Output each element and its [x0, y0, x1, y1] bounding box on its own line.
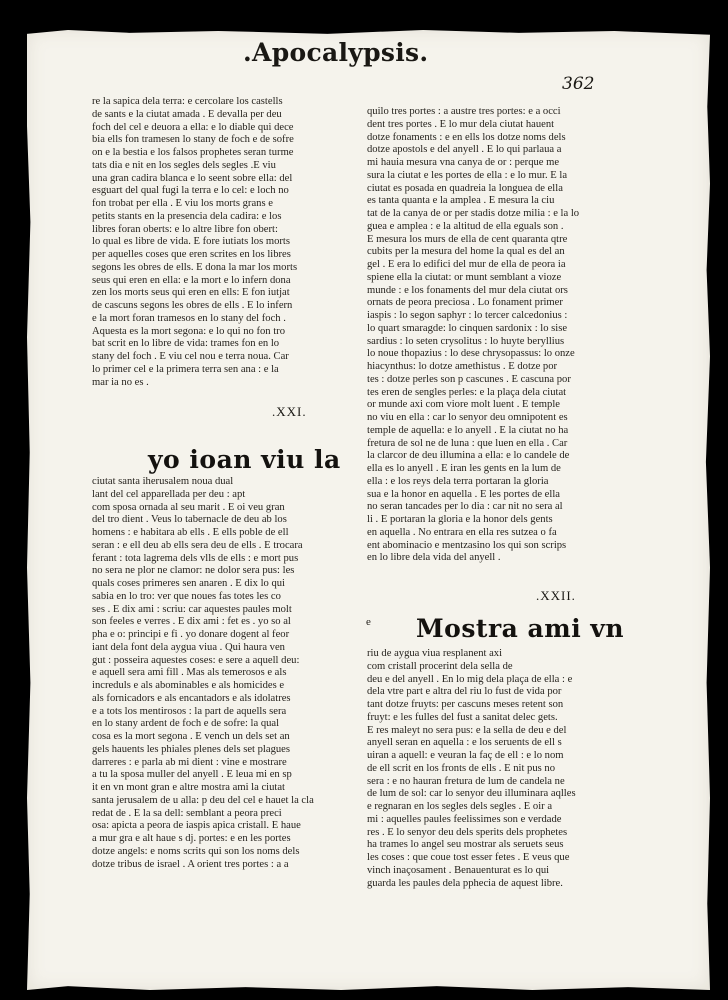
opening-lettrine-left: yo ioan viu la	[148, 445, 341, 474]
right-text-line: tes : dotze perles son p cascunes . E cascuna por	[367, 373, 571, 385]
left-text-line: cosa es la mort segona . E vench un dels set an	[92, 731, 290, 742]
left-text-line: als fornicadors e als encantadors e als idolatres	[92, 692, 291, 704]
left-text-line: seran : e ell deu ab ells sera deu de ells . E trocara	[92, 539, 303, 551]
right-text-line: sardius : lo seten crysolitus : lo huyte beryllius	[367, 335, 565, 347]
left-text-line: libres foran oberts: e lo altre libre fon obert:	[92, 223, 278, 235]
opening-lettrine-right: Mostra ami vn	[416, 614, 625, 643]
left-text-line: del tro dient . Veus lo tabernacle de deu ab los	[92, 514, 287, 526]
right-text-line: en lo libre dela vida del anyell .	[367, 552, 501, 564]
right-text-line: gel . E era lo edifici del mur de ella de peora ia	[367, 259, 566, 270]
left-text-line: son feeles e verres . E dix ami : fet es . yo so al	[92, 616, 291, 628]
right-text-line: tes eren de sengles perles: e la plaça dela ciutat	[367, 386, 567, 398]
right-text-line: munde : e los fonaments del mur dela ciutat ors	[367, 284, 568, 296]
right-text-line: spiene ella la ciutat: or munt semblant a vioze	[367, 271, 562, 283]
right-text-line: quilo tres portes : a austre tres portes: e a occi	[367, 106, 561, 117]
right-text-line: tat de la canya de or per stadis dotze milia : e la lo	[367, 208, 580, 219]
right-text-line: deu e del anyell . En lo mig dela plaça de ella : e	[367, 673, 573, 685]
right-text-line: es tanta quanta e la amplea . E mesura la ciu	[367, 195, 555, 207]
right-text-line: res . E lo senyor deu dels sperits dels prophetes	[367, 826, 568, 838]
chapter-number-xxii: .XXII.	[536, 588, 576, 603]
right-text-line: lo quart smaragde: lo cinquen sardonix : lo sise	[367, 322, 568, 334]
left-text-line: zen los morts seus qui eren en ells: E fon iutjat	[92, 287, 290, 299]
left-text-line: lo primer cel e la primera terra sen ana : e la	[92, 363, 279, 375]
right-text-line: fruyt: e les fulles del fust a sanitat delec gets.	[367, 711, 558, 723]
right-text-line: sua e la honor en aquella . E les portes de ella	[367, 488, 560, 500]
left-text-line: a mur gra e alt haue s dj. portes: e en les portes	[92, 833, 291, 844]
right-column-block-2	[367, 648, 600, 890]
left-text-line: sabia en lo tro: ver que noues fas totes les co	[92, 590, 281, 602]
chapter-number-xxi: .XXI.	[272, 404, 307, 419]
right-text-line: com cristall procerint dela sella de	[367, 660, 513, 672]
right-text-line: lo noue thopazius : lo dese chrysopassus: lo onze	[367, 348, 575, 360]
left-text-line: santa jerusalem de u alla: p deu del cel e hauet la cla	[92, 794, 314, 806]
left-text-line: homens : e habitara ab ells . E ells poble de ell	[92, 527, 289, 538]
right-text-line: riu de aygua viua resplanent axi	[367, 648, 503, 659]
right-text-line: ella es lo anyell . E iran les gents en la lum de	[367, 463, 561, 474]
left-text-line: stany del foch . E viu cel nou e terra noua. Car	[92, 351, 289, 362]
right-text-line: sura la ciutat e les portes de ella : e lo mur. E la	[367, 169, 568, 181]
left-text-line: lo qual es libre de vida. E fore iutiats los morts	[92, 236, 291, 248]
right-text-line: vinch inaçosament . Benauenturat es lo qui	[367, 864, 550, 876]
right-text-line: no viu en ella : car lo senyor deu omnipotent es	[367, 412, 568, 423]
left-text-line: bat scrit en lo libre de vida: trames fon en lo	[92, 338, 280, 350]
right-text-line: tant dotze fruyts: per cascuns meses retent son	[367, 699, 564, 710]
right-text-line: fretura de sol ne de luna : que luen en ella . Car	[367, 437, 568, 449]
left-text-line: ferant : tota lagrema dels vlls de ells : e mort pus	[92, 552, 299, 564]
right-text-line: iaspis : lo segon saphyr : lo tercer calcedonius :	[367, 310, 568, 321]
left-text-line: per aquelles coses que eren scrites en los libres	[92, 249, 291, 260]
left-text-line: e la mort foran tramesos en lo stany del foch .	[92, 312, 286, 324]
left-text-line: pha e o: principi e fi . yo donare dogent al feor	[92, 629, 290, 640]
left-text-line: gut : posseira aquestes coses: e sere a aquell deu:	[92, 654, 300, 666]
left-text-line: dotze tribus de israel . A orient tres portes : a a	[92, 858, 289, 870]
folio-number: 362	[562, 74, 595, 94]
left-text-line: petits stants en la presencia dela cadira: e los	[92, 210, 282, 222]
left-text-line: it en vn mont gran e altre mostra ami la ciutat	[92, 782, 285, 793]
right-text-line: ha trames lo angel seu mostrar als seruets seus	[367, 839, 564, 851]
left-text-line: en lo stany ardent de foch e de sofre: la qual	[92, 718, 280, 730]
left-text-line: quals coses primeres sen anaren . E dix lo qui	[92, 578, 285, 589]
left-text-line: una gran cadira blanca e lo seent sobre ella: del	[92, 172, 293, 184]
right-text-line: temple de aquella: e lo anyell . E la ciutat no ha	[367, 424, 569, 436]
left-text-line: segons les obres de ells. E dona la mar los morts	[92, 261, 298, 273]
right-text-line: mi : aquelles paules feelissimes son e verdade	[367, 813, 562, 825]
left-text-line: foch del cel e deuora a ella: e lo diable qui dece	[92, 121, 294, 133]
left-text-line: re la sapica dela terra: e cercolare los castells	[92, 96, 283, 107]
right-text-line: uiran a aquell: e veuran la faç de ell : e lo nom	[367, 750, 564, 761]
right-text-line: e regnaran en los segles dels segles . E oir a	[367, 801, 553, 812]
right-text-line: de ell scrit en los fronts de ells . E nit pus no	[367, 762, 556, 774]
left-text-line: dotze angels: e noms scrits qui son los noms dels	[92, 845, 300, 857]
left-text-line: lant del cel apparellada per deu : apt	[92, 488, 246, 500]
right-text-line: anyell seran en aquella : e los seruents de ell s	[367, 737, 562, 749]
right-text-line: guea e amplea : e la altitud de ella eguals son .	[367, 220, 564, 232]
right-text-line: ciutat es posada en quadreia la longuea de ella	[367, 182, 563, 194]
left-text-line: de sants e la ciutat amada . E devalla per deu	[92, 108, 282, 120]
right-text-line: E mesura los murs de ella de cent quaranta qtre	[367, 233, 568, 245]
left-text-line: seus qui eren en ella: e la mort e lo infern dona	[92, 274, 291, 286]
right-text-line: sera : e no hauran fretura de lum de candela ne	[367, 775, 565, 787]
left-text-line: iant dela font dela aygua viua . Qui haura ven	[92, 641, 285, 653]
right-text-line: en aquella . No entrara en ella res sutzea o fa	[367, 526, 557, 538]
left-text-line: osa: apicta a peora de iaspis apica cristall. E haue	[92, 820, 301, 832]
right-text-line: ornats de peora preciosa . Lo fonament primer	[367, 297, 563, 309]
left-text-line: no sera ne plor ne clamor: ne dolor sera pus: les	[92, 565, 295, 577]
right-text-line: dotze apostols e del anyell . E lo qui parlaua a	[367, 144, 562, 156]
left-column-block-1	[92, 96, 323, 389]
right-text-line: les coses : que coue tost esser fetes . E veus que	[367, 852, 570, 863]
right-text-line: dela vtre part e altra del riu lo fust de vida por	[367, 686, 562, 698]
right-text-line: dent tres portes . E lo mur dela ciutat hauent	[367, 118, 555, 130]
right-text-line: ella : e los reys dela terra portaran la gloria	[367, 475, 549, 487]
right-text-line: or munde axi com viore molt luent . E temple	[367, 399, 560, 411]
right-text-line: ent abominacio e mentzasino los qui son scrips	[367, 539, 567, 551]
guide-letter: e	[366, 616, 371, 628]
left-text-line: e a tots los mentirosos : la part de aquells sera	[92, 705, 287, 717]
right-text-line: no seran tancades per lo dia : car nit no sera al	[367, 501, 563, 513]
right-text-line: la clarcor de deu illumina a ella: e lo candele de	[367, 450, 570, 462]
left-text-line: Aquesta es la mort segona: e lo qui no fon tro	[92, 325, 285, 337]
left-text-line: tats dia e nit en los segles dels segles .E viu	[92, 159, 276, 171]
right-text-line: dotze fonaments : e en ells los dotze noms dels	[367, 131, 566, 143]
left-text-line: redat de . E la sa dell: semblant a peora preci	[92, 807, 282, 819]
left-text-line: de cascuns segons les obres de ells . E lo infern	[92, 300, 293, 311]
left-text-line: a tu la sposa muller del anyell . E leua mi en sp	[92, 769, 292, 781]
running-title: .Apocalypsis.	[243, 38, 429, 67]
right-text-line: hiacynthus: lo dotze amethistus . E dotze por	[367, 361, 558, 372]
left-text-line: esguart del qual fugi la terra e lo cel: e loch no	[92, 185, 289, 197]
right-column-block-1	[367, 106, 600, 565]
left-text-line: on e la bestia e los falsos prophetes seran turme	[92, 147, 294, 158]
right-text-line: E res maleyt no sera pus: e la sella de deu e del	[367, 724, 567, 736]
left-text-line: increduls e als abominables e als homicides e	[92, 680, 285, 691]
left-text-line: bia ells fon tramesen lo stany de foch e de sofre	[92, 134, 294, 146]
left-text-line: mar ia no es .	[92, 376, 149, 388]
left-text-line: darreres : e parla ab mi dient : vine e mostrare	[92, 756, 287, 768]
left-column-block-2	[92, 476, 323, 871]
right-text-line: cubits per la mesura del home la qual es del an	[367, 246, 565, 258]
left-text-line: gels hauents les phiales plenes dels set plagues	[92, 743, 290, 755]
right-text-line: li . E portaran la gloria e la honor dels gents	[367, 514, 553, 525]
right-text-line: de lum de sol: car lo senyor deu illuminara aqlles	[367, 788, 576, 800]
left-text-line: ses . E dix ami : scriu: car aquestes paules molt	[92, 603, 292, 615]
left-text-line: fon trobat per ella . E viu los morts grans e	[92, 198, 273, 209]
right-text-line: mi hauia mesura vna canya de or : perque me	[367, 157, 560, 168]
right-text-line: guarda les paules dela pphecia de aquest libre.	[367, 877, 563, 889]
left-text-line: e aquell sera ami fill . Mas als temerosos e als	[92, 667, 287, 679]
left-text-line: com sposa ornada al seu marit . E oi veu gran	[92, 501, 285, 513]
left-text-line: ciutat santa iherusalem noua dual	[92, 476, 234, 487]
